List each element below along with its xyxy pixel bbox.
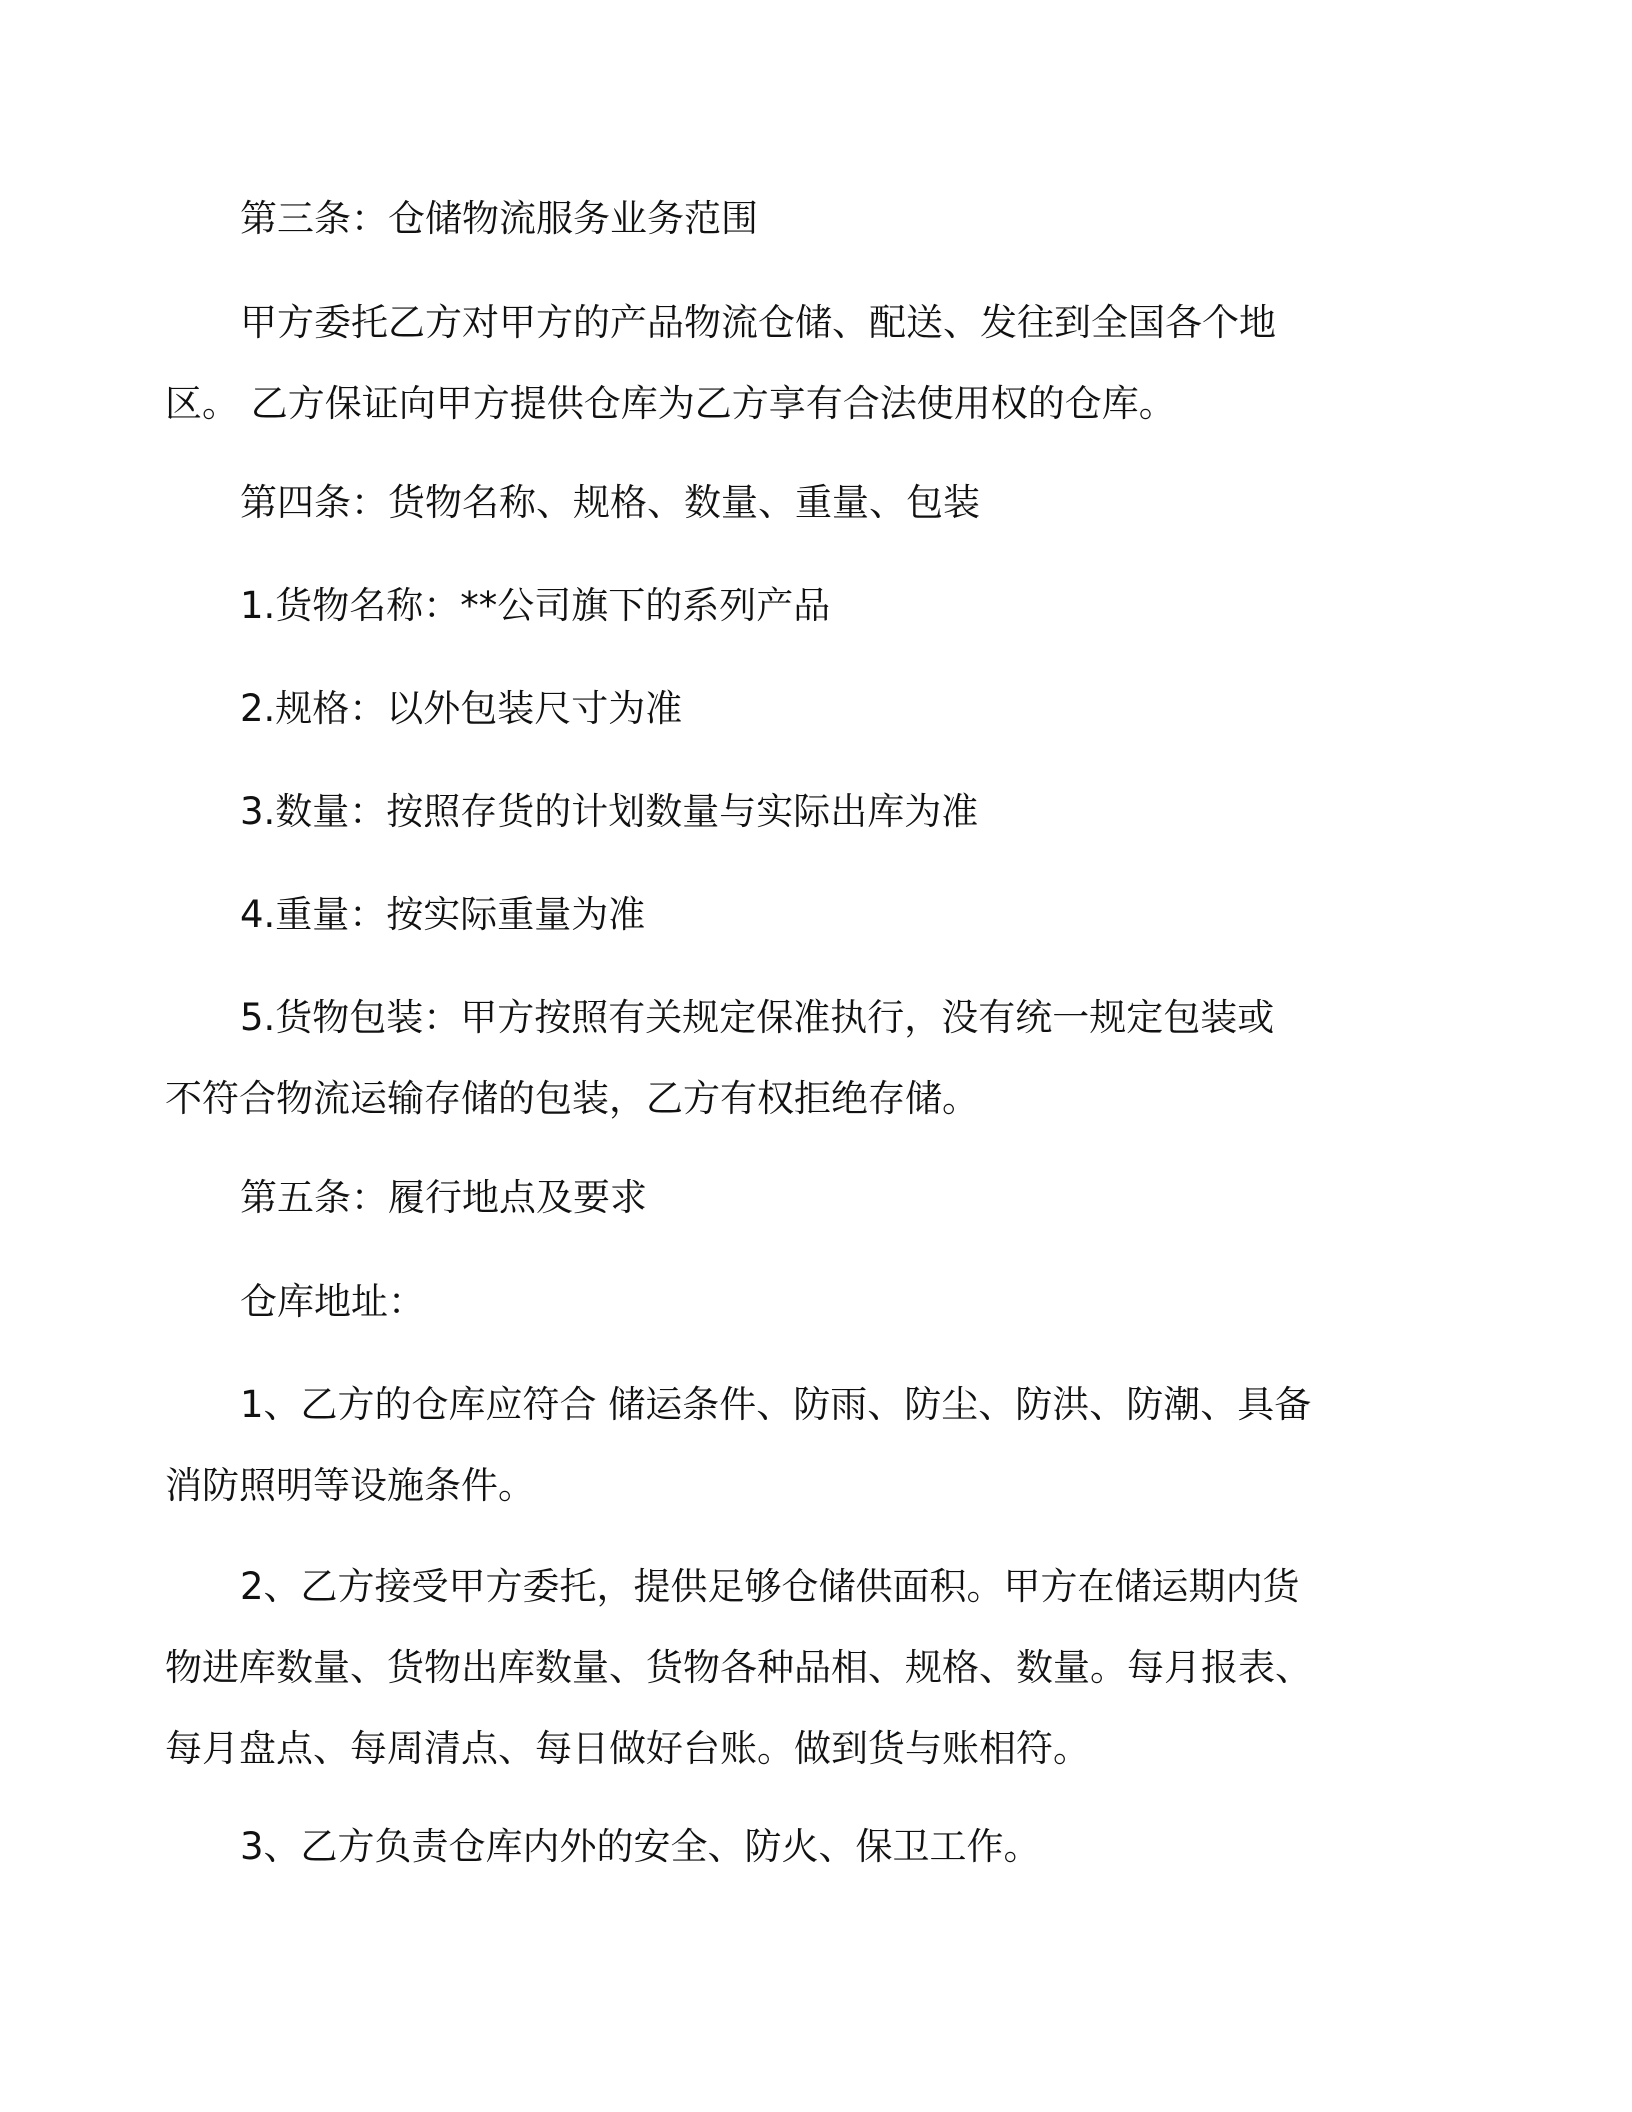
text-line: 仓库地址： [240, 1280, 425, 1323]
text-line: 2.规格：以外包装尺寸为准 [240, 687, 683, 730]
text-line: 每月盘点、每周清点、每日做好台账。做到货与账相符。 [165, 1727, 1090, 1770]
requirement-item-2 [165, 1546, 1420, 1789]
text-line: 3.数量：按照存货的计划数量与实际出库为准 [240, 790, 979, 833]
article-4-heading [240, 462, 1420, 543]
text-line: 第四条：货物名称、规格、数量、重量、包装 [240, 481, 980, 524]
text-line: 区。 乙方保证向甲方提供仓库为乙方享有合法使用权的仓库。 [165, 382, 1176, 425]
article-3-heading [240, 178, 1420, 259]
text-line: 甲方委托乙方对甲方的产品物流仓储、配送、发往到全国各个地 [240, 301, 1276, 344]
quantity-item [240, 771, 1420, 852]
text-line: 第三条：仓储物流服务业务范围 [240, 197, 758, 240]
requirement-item-1 [165, 1364, 1420, 1526]
text-line: 1.货物名称：**公司旗下的系列产品 [240, 584, 831, 627]
text-line: 1、乙方的仓库应符合 储运条件、防雨、防尘、防洪、防潮、具备 [240, 1383, 1312, 1426]
goods-name-item [240, 565, 1420, 646]
text-line: 3、乙方负责仓库内外的安全、防火、保卫工作。 [240, 1825, 1041, 1868]
text-line: 第五条：履行地点及要求 [240, 1176, 647, 1219]
text-line: 物进库数量、货物出库数量、货物各种品相、规格、数量。每月报表、 [165, 1646, 1312, 1689]
article-5-heading [240, 1157, 1420, 1238]
text-line: 消防照明等设施条件。 [165, 1464, 535, 1507]
packaging-item [165, 977, 1420, 1139]
text-line: 不符合物流运输存储的包装，乙方有权拒绝存储。 [165, 1077, 979, 1120]
text-line: 2、乙方接受甲方委托，提供足够仓储供面积。甲方在储运期内货 [240, 1565, 1300, 1608]
text-line: 5.货物包装：甲方按照有关规定保准执行，没有统一规定包装或 [240, 996, 1275, 1039]
weight-item [240, 874, 1420, 955]
article-3-body [165, 282, 1420, 444]
requirement-item-3 [240, 1806, 1420, 1887]
warehouse-address [240, 1261, 1420, 1342]
text-line: 4.重量：按实际重量为准 [240, 893, 646, 936]
specification-item [240, 668, 1420, 749]
